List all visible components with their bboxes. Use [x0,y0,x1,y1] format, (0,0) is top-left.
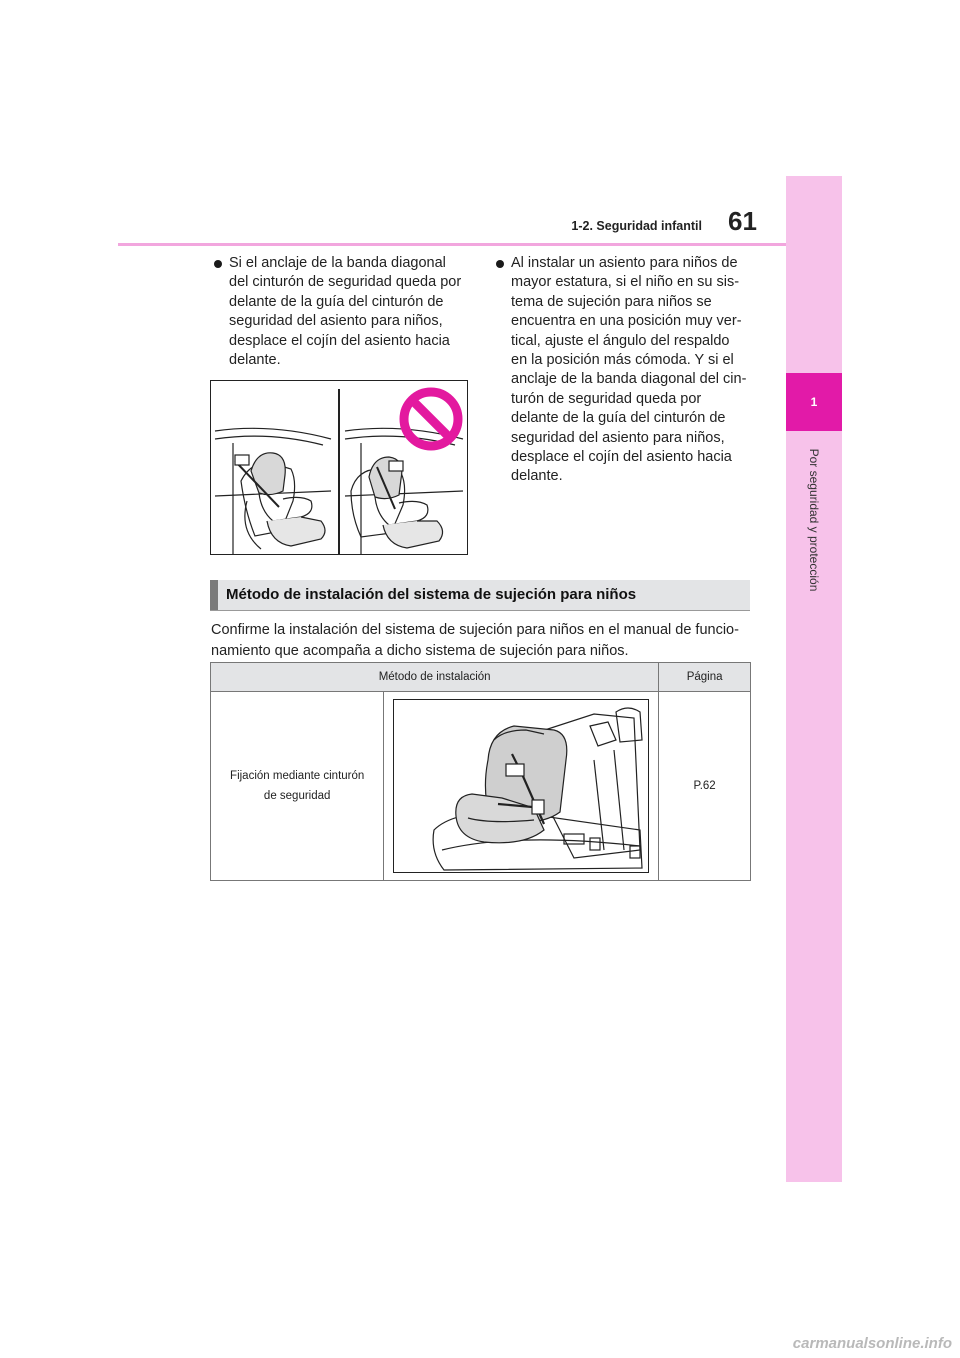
method-line: Fijación mediante cinturón [230,770,365,782]
bullet-line: delante. [229,352,281,369]
page-number: 61 [728,206,757,236]
chapter-number-badge: 1 [786,373,842,431]
bullet-line: delante de la guía del cinturón de [511,410,726,427]
bullet-line: turón de seguridad queda por [511,390,702,407]
column-header-method: Método de instalación [211,663,659,692]
bullet-line: seguridad del asiento para niños, [229,313,443,330]
bullet-line: Si el anclaje de la banda diagonal [229,255,446,271]
seatbelt-fixing-illustration [393,699,649,873]
bullet-line: anclaje de la banda diagonal del cin- [511,371,747,388]
section-title: Método de instalación del sistema de sujeción para niños [226,586,637,603]
bullet-line: tema de sujeción para niños se [511,293,712,310]
chapter-title: Por seguridad y protección [807,448,821,592]
child-seat-drawing [394,700,648,872]
column-header-page: Página [659,663,751,692]
seat-position-illustration [210,380,468,555]
bullet-line: seguridad del asiento para niños, [511,429,725,446]
bullet-line: del cinturón de seguridad queda por [229,274,462,291]
bullet-line: desplace el cojín del asiento hacia [229,332,450,349]
prohibition-icon [404,392,458,446]
side-chapter-tab [786,176,842,1182]
page-reference-cell [659,692,751,881]
intro-line: Confirme la instalación del sistema de sujeción para niños en el manual de funcio- [211,622,739,638]
bullet-dot-icon [214,260,222,268]
section-intro [211,620,751,661]
section-accent [210,580,218,610]
bullet-dot-icon [496,260,504,268]
method-cell [211,692,384,881]
section-header: 1-2. Seguridad infantil [571,219,702,233]
header-rule [118,243,786,246]
bullet-line: en la posición más cómoda. Y si el [511,352,734,369]
left-bullet [229,254,479,370]
bullet-line: encuentra en una posición muy ver- [511,313,742,330]
table-row [211,692,751,881]
method-line: de seguridad [263,790,331,802]
bullet-line: delante de la guía del cinturón de [229,293,444,310]
right-bullet [511,254,761,487]
seat-position-drawing [211,381,467,554]
installation-table [210,662,751,881]
bullet-line: delante. [511,468,563,485]
method-illustration-cell [384,692,659,881]
page-reference-link[interactable]: P.62 [693,780,716,792]
bullet-line: Al instalar un asiento para niños de [511,255,738,271]
bullet-line: desplace el cojín del asiento hacia [511,449,732,466]
intro-line: namiento que acompaña a dicho sistema de sujeción para niños. [211,642,629,659]
bullet-line: tical, ajuste el ángulo del respaldo [511,332,730,349]
bullet-line: mayor estatura, si el niño en su sis- [511,274,740,291]
watermark-logo: carmanualsonline.info [792,1335,952,1352]
section-heading-bar [210,580,750,611]
